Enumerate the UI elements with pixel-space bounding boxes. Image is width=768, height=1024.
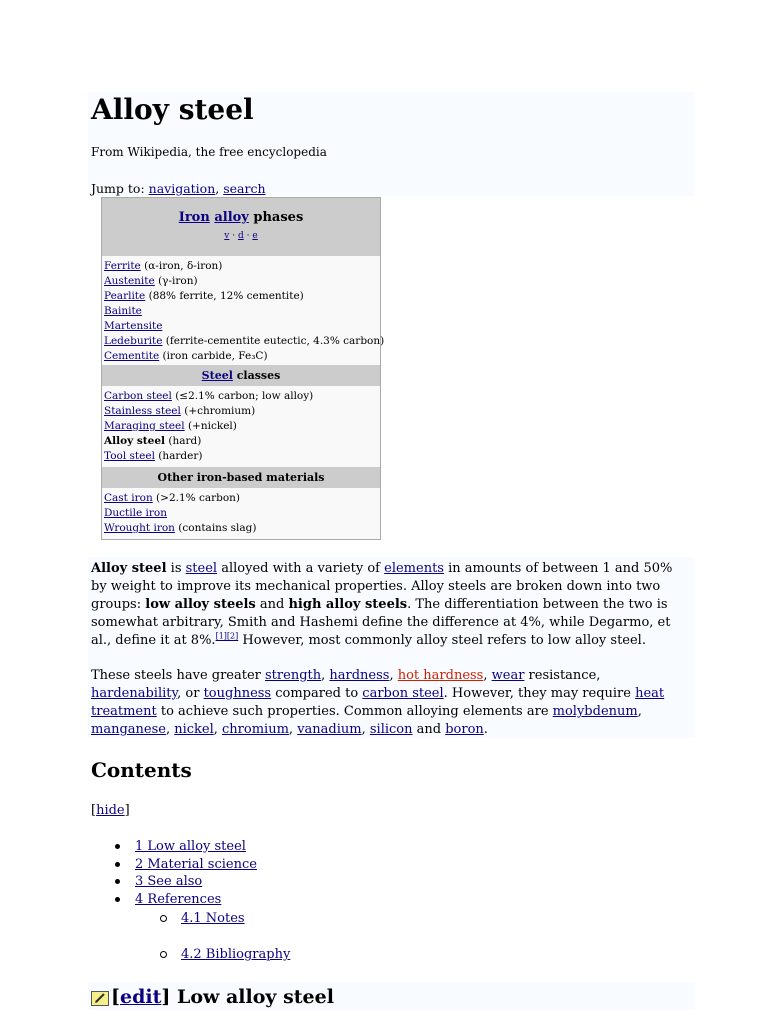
silicon-link[interactable]: silicon	[369, 722, 413, 737]
jump-search-link[interactable]: search	[223, 181, 266, 196]
discuss-link[interactable]: d	[238, 231, 244, 241]
phase-link[interactable]: Martensite	[104, 320, 163, 332]
page-title: Alloy steel	[91, 93, 254, 126]
material-note: (contains slag)	[178, 522, 257, 534]
heat-treatment-link[interactable]: heat treatment	[91, 686, 665, 719]
infobox-alloy-link[interactable]: alloy	[214, 210, 249, 225]
jump-to	[91, 181, 266, 196]
toc-item	[115, 838, 246, 856]
class-link[interactable]: Maraging steel	[104, 420, 185, 432]
hide-toggle-link[interactable]: hide	[96, 803, 125, 818]
list-item	[104, 449, 378, 464]
toc-link[interactable]: 1 Low alloy steel	[135, 839, 246, 854]
section-title: Low alloy steel	[170, 986, 334, 1008]
toc-link[interactable]: 3 See also	[135, 874, 203, 889]
text: is	[166, 561, 186, 576]
infobox	[101, 197, 385, 540]
list-item	[104, 349, 378, 364]
class-link[interactable]: Carbon steel	[104, 390, 172, 402]
list-item	[104, 289, 378, 304]
vanadium-link[interactable]: vanadium	[297, 722, 362, 737]
phase-link[interactable]: Ferrite	[104, 260, 141, 272]
section-heading	[91, 985, 334, 1009]
infobox-header-other: Other iron-based materials	[102, 467, 380, 488]
contents-title: Contents	[91, 758, 192, 782]
vde-links	[102, 229, 380, 243]
class-note: (harder)	[158, 450, 203, 462]
toc-link[interactable]: 4.2 Bibliography	[181, 947, 291, 962]
text: and	[255, 597, 289, 612]
class-note: (+nickel)	[187, 420, 237, 432]
manganese-link[interactable]: manganese	[91, 722, 166, 737]
vde-sep: ·	[246, 231, 250, 241]
text: and	[412, 722, 446, 737]
text: to achieve such properties. Common alloying elements are	[156, 704, 553, 719]
phase-note: (iron carbide, Fe₃C)	[162, 350, 268, 362]
jump-to-label: Jump to:	[91, 181, 145, 196]
toughness-link[interactable]: toughness	[203, 686, 272, 701]
text: These steels have greater	[91, 668, 266, 683]
list-item	[104, 304, 378, 319]
infobox-header-classes-text: classes	[236, 369, 281, 382]
class-link[interactable]: Tool steel	[104, 450, 155, 462]
class-note: (+chromium)	[184, 405, 256, 417]
infobox-header-phases	[102, 198, 380, 256]
bold-term: Alloy steel	[91, 561, 167, 576]
phase-note: (γ-iron)	[158, 275, 198, 287]
hardness-link[interactable]: hardness	[329, 668, 390, 683]
list-item	[104, 259, 378, 274]
phase-link[interactable]: Bainite	[104, 305, 142, 317]
edit-template-link[interactable]: e	[252, 231, 258, 241]
intro-paragraph-2	[91, 667, 691, 739]
text: ,	[321, 668, 330, 683]
list-item	[104, 521, 378, 536]
jump-comma: ,	[215, 181, 220, 196]
text: compared to	[271, 686, 363, 701]
infobox-classes-list	[102, 386, 380, 467]
toc-item	[115, 856, 257, 874]
nickel-link[interactable]: nickel	[174, 722, 214, 737]
chromium-link[interactable]: chromium	[222, 722, 289, 737]
molybdenum-link[interactable]: molybdenum	[552, 704, 638, 719]
list-item	[104, 419, 378, 434]
list-item	[104, 274, 378, 289]
toc-subitem	[160, 910, 245, 928]
contents-toggle	[91, 803, 130, 818]
text: ,	[389, 668, 398, 683]
view-link[interactable]: v	[224, 231, 230, 241]
vde-sep: ·	[232, 231, 236, 241]
material-link[interactable]: Wrought iron	[104, 522, 175, 534]
reference-link[interactable]: [1][2]	[215, 631, 239, 641]
text: ,	[637, 704, 642, 719]
infobox-header-phases-text: phases	[253, 210, 304, 225]
bold-term: low alloy steels	[145, 597, 256, 612]
bullet-icon	[115, 897, 120, 902]
phase-link[interactable]: Ledeburite	[104, 335, 163, 347]
text: .	[483, 722, 488, 737]
hardenability-link[interactable]: hardenability	[91, 686, 178, 701]
boron-link[interactable]: boron	[445, 722, 484, 737]
circle-bullet-icon	[160, 951, 167, 958]
bullet-icon	[115, 844, 120, 849]
infobox-header-steel-classes	[102, 365, 380, 386]
infobox-phases-list	[102, 256, 385, 365]
phase-link[interactable]: Austenite	[104, 275, 155, 287]
phase-note: (88% ferrite, 12% cementite)	[148, 290, 304, 302]
jump-navigation-link[interactable]: navigation	[148, 181, 216, 196]
edit-section-link[interactable]: edit	[120, 986, 162, 1008]
list-item	[104, 319, 378, 334]
bullet-icon	[115, 862, 120, 867]
list-item	[104, 334, 385, 349]
bold-term: high alloy steels	[288, 597, 408, 612]
bracket: ]	[161, 986, 171, 1008]
steel-link[interactable]: steel	[185, 561, 218, 576]
intro-paragraph-1	[91, 560, 691, 650]
list-item	[104, 491, 378, 506]
phase-link[interactable]: Pearlite	[104, 290, 146, 302]
text: ,	[361, 722, 370, 737]
text: ,	[165, 722, 175, 737]
text: alloyed with a variety of	[217, 561, 385, 576]
toc-link[interactable]: 4 References	[135, 892, 222, 907]
text: in amounts of between 1 and 50% by weight to improve its mechanical properties. Alloy steels are broken down into two groups:	[91, 561, 673, 612]
phase-note: (ferrite-cementite eutectic, 4.3% carbon)	[165, 335, 385, 347]
bracket: [	[111, 986, 120, 1008]
toc-subitem	[160, 946, 290, 964]
toc-item	[115, 891, 221, 909]
class-link[interactable]: Stainless steel	[104, 405, 181, 417]
phase-link[interactable]: Cementite	[104, 350, 160, 362]
text: . However, they may require	[443, 686, 636, 701]
text: However, most commonly alloy steel refers to low alloy steel.	[238, 633, 646, 648]
bracket: [	[91, 803, 97, 818]
material-link[interactable]: Ductile iron	[104, 507, 168, 519]
list-item	[104, 404, 378, 419]
class-note: (hard)	[168, 435, 202, 447]
text: ,	[288, 722, 298, 737]
text: ,	[213, 722, 223, 737]
list-item	[104, 434, 378, 449]
text: resistance,	[524, 668, 601, 683]
list-item	[104, 506, 378, 521]
tagline: From Wikipedia, the free encyclopedia	[91, 145, 327, 159]
infobox-other-list	[102, 488, 380, 540]
phase-note: (α-iron, δ-iron)	[144, 260, 223, 272]
toc-link[interactable]: 4.1 Notes	[181, 911, 245, 926]
text: . The differentiation between the two is somewhat arbitrary, Smith and Hashemi define the difference at 4%, while Degarmo, et al., define it at 8%.	[91, 597, 671, 648]
circle-bullet-icon	[160, 915, 167, 922]
strength-link[interactable]: strength	[265, 668, 322, 683]
text: , or	[177, 686, 204, 701]
hot-hardness-link[interactable]: hot hardness	[397, 668, 484, 683]
text: ,	[483, 668, 492, 683]
edit-pencil-icon[interactable]	[91, 991, 109, 1006]
wear-link[interactable]: wear	[491, 668, 525, 683]
list-item	[104, 389, 378, 404]
toc-item	[115, 873, 202, 891]
class-note: (≤2.1% carbon; low alloy)	[175, 390, 314, 402]
infobox-steel-link[interactable]: Steel	[201, 369, 233, 382]
infobox-iron-link[interactable]: Iron	[178, 210, 210, 225]
material-note: (>2.1% carbon)	[156, 492, 241, 504]
current-class: Alloy steel	[104, 435, 165, 447]
toc-link[interactable]: 2 Material science	[135, 857, 257, 872]
bullet-icon	[115, 879, 120, 884]
carbon-steel-link[interactable]: carbon steel	[362, 686, 444, 701]
bracket: ]	[124, 803, 130, 818]
material-link[interactable]: Cast iron	[104, 492, 153, 504]
elements-link[interactable]: elements	[384, 561, 444, 576]
